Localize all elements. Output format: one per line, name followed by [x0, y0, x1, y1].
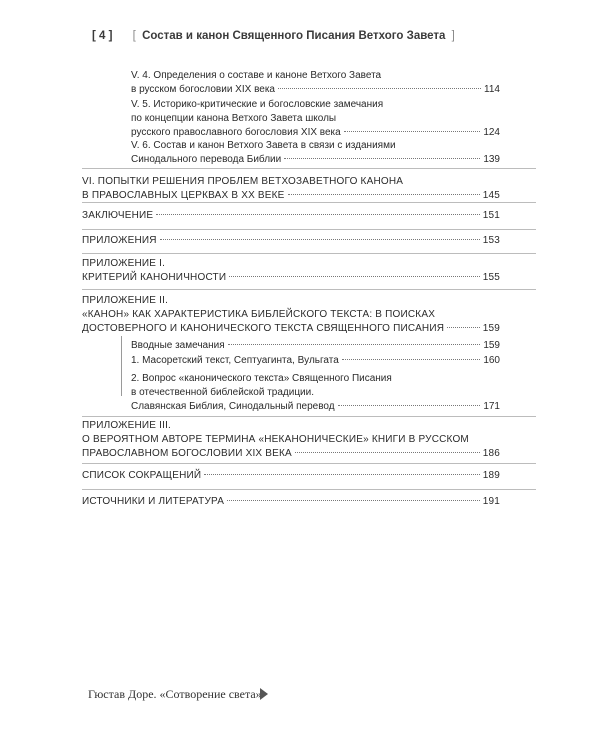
toc-leader-line [131, 83, 500, 97]
toc-line: Славянская Библия, Синодальный перевод [131, 401, 335, 412]
dot-leader [447, 327, 480, 328]
toc-page-number: 159 [482, 323, 500, 334]
toc-page-number: 186 [482, 448, 500, 459]
toc-page-number: 139 [483, 154, 500, 165]
dot-leader [344, 131, 481, 132]
dot-leader [204, 474, 479, 475]
toc-entry-appendix-2[interactable] [82, 294, 500, 336]
toc-entry-abbreviations[interactable] [82, 469, 500, 483]
toc-line: ПРИЛОЖЕНИЕ III. [82, 420, 172, 431]
toc-line: ПРИЛОЖЕНИЯ [82, 235, 157, 246]
divider [82, 168, 536, 169]
toc-leader-line [82, 271, 500, 285]
toc-page-number: 124 [483, 127, 500, 138]
toc-line: по концепции канона Ветхого Завета школы [131, 113, 337, 124]
toc-page-number: 189 [482, 470, 500, 481]
toc-entry-vi[interactable] [82, 175, 500, 203]
toc-page-number: 160 [483, 355, 500, 366]
toc-line: V. 6. Состав и канон Ветхого Завета в связи с изданиями [131, 140, 396, 151]
toc-leader-line [82, 234, 500, 248]
toc-entry-v4[interactable] [131, 69, 500, 97]
divider [82, 253, 536, 254]
toc-leader-line [82, 189, 500, 203]
toc-line: Синодального перевода Библии [131, 154, 282, 165]
dot-leader [160, 239, 480, 240]
toc-leader-line [82, 447, 500, 461]
divider [82, 463, 536, 464]
toc-entry-conclusion[interactable] [82, 209, 500, 223]
toc-entry-appendix-1[interactable] [82, 257, 500, 285]
toc-line: Вводные замечания [131, 340, 225, 351]
toc-line: КРИТЕРИЙ КАНОНИЧНОСТИ [82, 272, 227, 283]
toc-line: 2. Вопрос «канонического текста» Священного Писания [131, 373, 392, 384]
dot-leader [227, 500, 480, 501]
dot-leader [338, 405, 481, 406]
toc-line: в отечественной библейской традиции. [131, 387, 315, 398]
toc-entry-masoretic[interactable] [131, 354, 500, 368]
toc-line: СПИСОК СОКРАЩЕНИЙ [82, 470, 202, 481]
toc-entry-v6[interactable] [131, 139, 500, 167]
toc-line: русского православного богословия XIX века [131, 127, 341, 138]
toc-leader-line [82, 495, 500, 509]
toc-line: V. 5. Историко-критические и богословские замечания [131, 99, 384, 110]
toc-entry-canonical-text[interactable] [131, 372, 500, 414]
dot-leader [295, 452, 480, 453]
header-bracket-open: [ [132, 30, 136, 42]
toc-page-number: 191 [482, 496, 500, 507]
toc-leader-line [131, 126, 500, 140]
toc-page-number: 145 [482, 190, 500, 201]
toc-line: 1. Масоретский текст, Септуагинта, Вульгата [131, 355, 339, 366]
toc-entry-appendices[interactable] [82, 234, 500, 248]
dot-leader [278, 88, 481, 89]
toc-leader-line [131, 339, 500, 353]
header-bracket-close: ] [451, 30, 455, 42]
dot-leader [342, 359, 481, 360]
divider [82, 489, 536, 490]
toc-page-number: 171 [483, 401, 500, 412]
toc-line: ПРИЛОЖЕНИЕ I. [82, 258, 166, 269]
toc-line: ПРАВОСЛАВНОМ БОГОСЛОВИИ XIX ВЕКА [82, 448, 292, 459]
toc-leader-line [82, 322, 500, 336]
toc-line: VI. ПОПЫТКИ РЕШЕНИЯ ПРОБЛЕМ ВЕТХОЗАВЕТНОГО КАНОНА [82, 176, 404, 187]
divider [82, 202, 536, 203]
next-page-arrow-icon [260, 688, 268, 700]
toc-page-number: 155 [482, 272, 500, 283]
dot-leader [229, 276, 479, 277]
toc-line: ЗАКЛЮЧЕНИЕ [82, 210, 154, 221]
dot-leader [228, 344, 481, 345]
toc-line: ДОСТОВЕРНОГО И КАНОНИЧЕСКОГО ТЕКСТА СВЯЩЕННОГО ПИСАНИЯ [82, 323, 445, 334]
footer-caption: Гюстав Доре. «Сотворение света» [88, 687, 262, 701]
toc-page-number: 151 [482, 210, 500, 221]
toc-leader-line [131, 354, 500, 368]
toc-line: ПРИЛОЖЕНИЕ II. [82, 295, 169, 306]
toc-leader-line [82, 469, 500, 483]
toc-entry-v5[interactable] [131, 98, 500, 140]
toc-entry-intro-notes[interactable] [131, 339, 500, 353]
toc-page-number: 114 [484, 84, 500, 95]
toc-entry-sources[interactable] [82, 495, 500, 509]
toc-leader-line [131, 400, 500, 414]
dot-leader [288, 194, 480, 195]
divider [82, 229, 536, 230]
toc-line: «КАНОН» КАК ХАРАКТЕРИСТИКА БИБЛЕЙСКОГО ТЕКСТА: В ПОИСКАХ [82, 309, 436, 320]
toc-line: ИСТОЧНИКИ И ЛИТЕРАТУРА [82, 496, 225, 507]
dot-leader [156, 214, 479, 215]
subsection-marker [121, 336, 122, 396]
divider [82, 416, 536, 417]
toc-page-number: 153 [482, 235, 500, 246]
toc-line: в русском богословии XIX века [131, 84, 275, 95]
toc-page-number: 159 [483, 340, 500, 351]
dot-leader [284, 158, 480, 159]
toc-leader-line [82, 209, 500, 223]
toc-line: V. 4. Определения о составе и каноне Ветхого Завета [131, 70, 382, 81]
toc-leader-line [131, 153, 500, 167]
divider [82, 289, 536, 290]
toc-line: В ПРАВОСЛАВНЫХ ЦЕРКВАХ В XX ВЕКЕ [82, 190, 285, 201]
toc-line: О ВЕРОЯТНОМ АВТОРЕ ТЕРМИНА «НЕКАНОНИЧЕСКИЕ» КНИГИ В РУССКОМ [82, 434, 469, 445]
toc-entry-appendix-3[interactable] [82, 419, 500, 461]
page-number: [ 4 ] [92, 30, 113, 42]
running-title: Состав и канон Священного Писания Ветхого Завета [142, 30, 446, 42]
